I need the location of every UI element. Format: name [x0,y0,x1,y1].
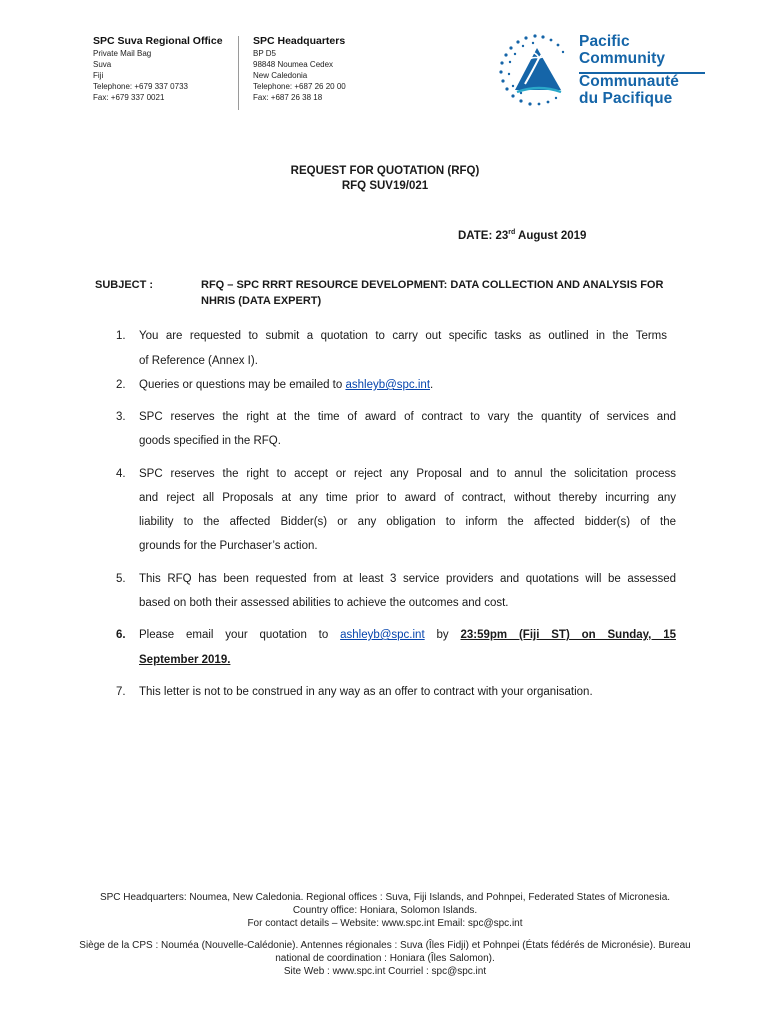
item-1-text-line1: You are requested to submit a quotation to carry out specific tasks as outlined in the Terms [139,330,667,342]
logo-line-du-pacifique: du Pacifique [579,90,673,107]
spc-palm-island-logo-icon [495,32,575,110]
item-6-text-prefix: Please email your quotation to [139,629,341,641]
item-number: 2. [116,379,126,391]
item-number: 3. [116,411,126,423]
item-number: 1. [116,330,126,342]
hq-address-line: New Caledonia [253,71,308,80]
item-4-text-line4: grounds for the Purchaser’s action. [139,540,318,552]
item-number: 4. [116,468,126,480]
item-2-text [139,379,676,391]
item-6-text-by: by [436,629,461,641]
item-number: 6. [116,629,126,641]
item-6-text-line2 [139,654,676,666]
footer-fr-line2: national de coordination : Honiara (Îles Salomon). [275,953,495,964]
suva-office-title: SPC Suva Regional Office [93,35,223,47]
footer-fr-line3: Site Web : www.spc.int Courriel : spc@spc.int [283,966,487,977]
suva-address-line: Fiji [93,71,104,80]
logo-line-community: Community [579,50,666,67]
item-5-text-line1: This RFQ has been requested from at least 3 service providers and quotations will be assessed [139,573,676,585]
logo-divider [579,72,705,74]
deadline-text: 23:59pm (Fiji ST) on Sunday, 15 [460,629,676,641]
suva-address-line: Suva [93,60,112,69]
item-3-text-line1: SPC reserves the right at the time of award of contract to vary the quantity of services and [139,411,676,423]
hq-address-line: 98848 Noumea Cedex [253,60,334,69]
footer-en-line1: SPC Headquarters: Noumea, New Caledonia. Regional offices : Suva, Fiji Islands, and Pohnpei, Federated States of Micronesia. [99,892,671,903]
item-4-text-line2: and reject all Proposals at any time prior to award of contract, without thereby incurring any [139,492,676,504]
document-title: REQUEST FOR QUOTATION (RFQ) [290,165,480,177]
deadline-date: September 2019. [139,654,231,666]
email-link[interactable]: ashleyb@spc.int [345,379,431,391]
header-divider [238,36,239,110]
document-date [458,229,586,242]
item-5-text-line2: based on both their assessed abilities to achieve the outcomes and cost. [139,597,509,609]
suva-telephone: Telephone: +679 337 0733 [93,82,188,91]
suva-office-address [93,34,223,103]
hq-address [253,34,346,103]
footer-en-line2: Country office: Honiara, Solomon Islands. [292,905,478,916]
suva-fax: Fax: +679 337 0021 [93,93,165,102]
item-2-text-suffix: . [430,379,434,391]
hq-title: SPC Headquarters [253,35,346,47]
logo-line-pacific: Pacific [579,33,630,50]
item-1-text-line2: of Reference (Annex I). [139,355,258,367]
item-4-text-line3: liability to the affected Bidder(s) or any obligation to inform the affected bidder(s) of the [139,516,676,528]
subject-label: SUBJECT : [95,279,154,291]
suva-address-line: Private Mail Bag [93,49,152,58]
item-2-text-prefix: Queries or questions may be emailed to [139,379,346,391]
hq-telephone: Telephone: +687 26 20 00 [253,82,346,91]
hq-fax: Fax: +687 26 38 18 [253,93,323,102]
date-suffix: August 2019 [515,229,587,242]
item-4-text-line1: SPC reserves the right to accept or reject any Proposal and to annul the solicitation process [139,468,676,480]
footer-en-line3: For contact details – Website: www.spc.int Email: spc@spc.int [247,918,523,929]
item-number: 5. [116,573,126,585]
rfq-reference: RFQ SUV19/021 [341,180,429,192]
item-7-text: This letter is not to be construed in any way as an offer to contract with your organisation. [139,686,593,698]
item-6-text-line1 [139,629,676,641]
logo-line-communaute: Communauté [579,73,680,90]
item-3-text-line2: goods specified in the RFQ. [139,435,281,447]
date-prefix: DATE: 23 [458,229,509,242]
item-number: 7. [116,686,126,698]
footer-fr-line1: Siège de la CPS : Nouméa (Nouvelle-Calédonie). Antennes régionales : Suva (Îles Fidji) et Pohnpei (États fédérés de Micronésie). Bureau [79,940,691,951]
hq-address-line: BP D5 [253,49,276,58]
email-link[interactable]: ashleyb@spc.int [340,629,425,641]
date-ordinal: rd [508,229,516,236]
subject-text-line2: NHRIS (DATA EXPERT) [201,295,322,307]
subject-text-line1: RFQ – SPC RRRT RESOURCE DEVELOPMENT: DATA COLLECTION AND ANALYSIS FOR [201,279,664,291]
